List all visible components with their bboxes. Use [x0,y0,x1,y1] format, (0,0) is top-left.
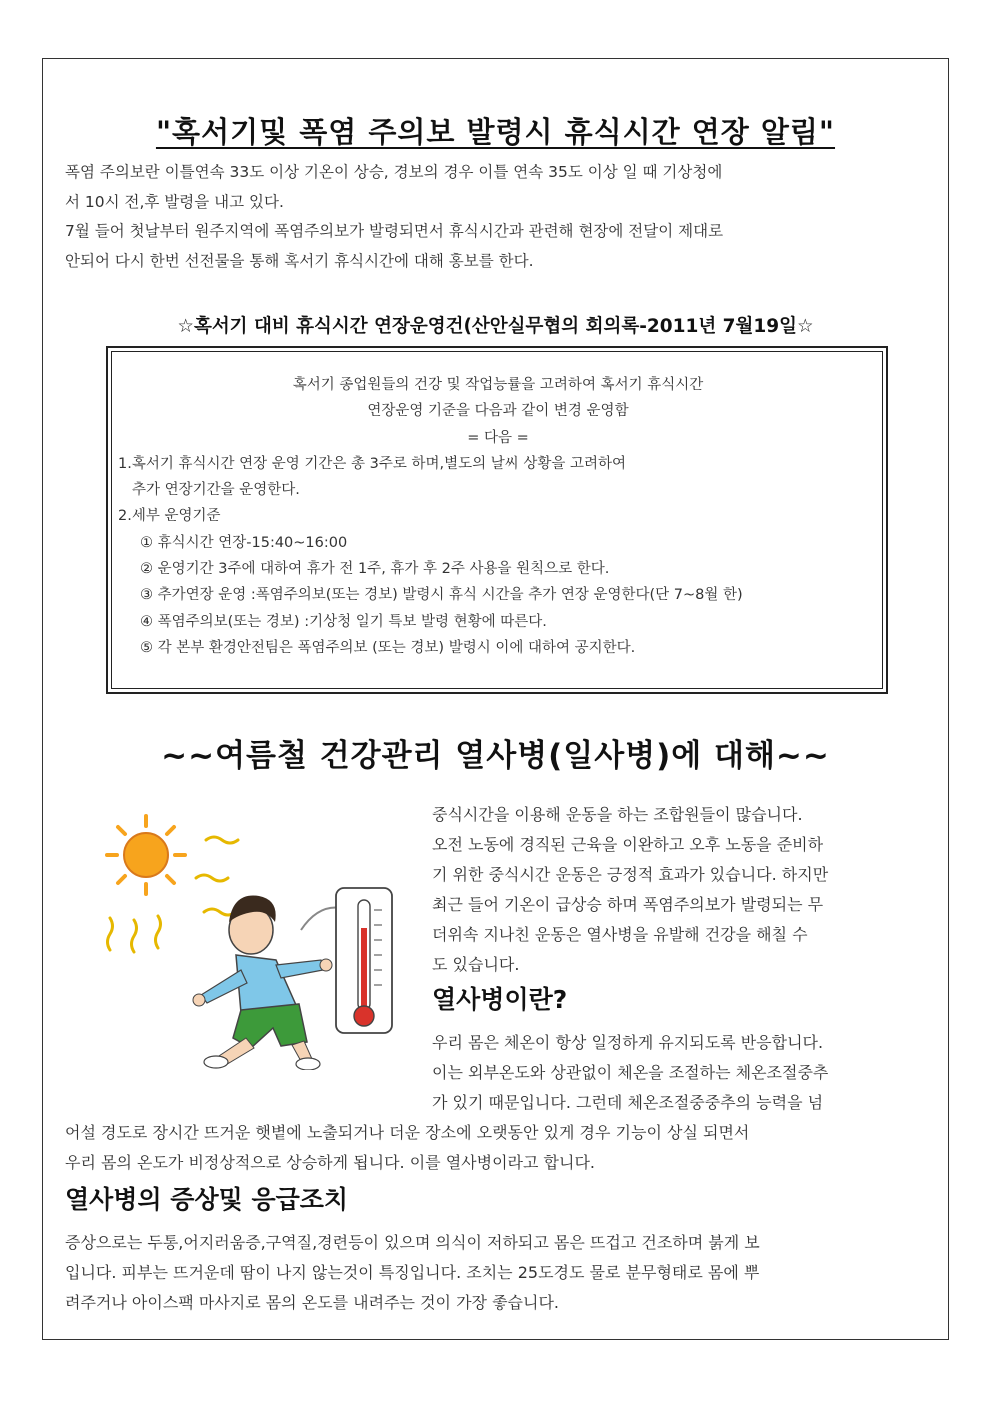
box-subitem: ① 휴식시간 연장-15:40~16:00 [140,534,348,551]
intro-line: 서 10시 전,후 발령을 내고 있다. [65,192,284,211]
thermometer-icon [336,888,392,1033]
what-is-heatstroke-heading: 열사병이란? [432,985,568,1014]
what-is-heatstroke-text [432,1028,925,1118]
health-intro-line: 최근 들어 기온이 급상승 하며 폭염주의보가 발령되는 무 [432,895,824,914]
boy-figure [193,896,332,1070]
policy-box [106,346,888,694]
what-line: 우리 몸은 체온이 항상 일정하게 유지되도록 반응합니다. [432,1033,824,1052]
what-line: 우리 몸의 온도가 비정상적으로 상승하게 됩니다. 이를 열사병이라고 합니다. [65,1153,595,1172]
health-intro-line: 더위속 지나친 운동은 열사병을 유발해 건강을 해칠 수 [432,925,808,944]
heatstroke-illustration [96,800,416,1070]
box-line: = 다음 = [467,429,529,446]
box-subitem: ④ 폭염주의보(또는 경보) :기상청 일기 특보 발령 현황에 따른다. [140,613,547,630]
symptom-line: 입니다. 피부는 뜨거운데 땀이 나지 않는것이 특징입니다. 조치는 25도경도 물로 분무형태로 몸에 뿌 [65,1263,760,1282]
box-line: 혹서기 종업원들의 건강 및 작업능률을 고려하여 혹서기 휴식시간 [292,377,704,393]
intro-line: 안되어 다시 한번 선전물을 통해 혹서기 휴식시간에 대해 홍보를 한다. [65,251,534,270]
notice-intro [65,158,925,276]
box-line: 연장운영 기준을 다음과 같이 변경 운영함 [367,403,629,420]
symptoms-text [65,1228,925,1318]
box-item: 1.혹서기 휴식시간 연장 운영 기간은 총 3주로 하며,별도의 날씨 상황을 고려하여 [118,455,626,472]
box-subitem: ② 운영기간 3주에 대하여 휴가 전 1주, 휴가 후 2주 사용을 원칙으로 한다. [140,561,610,578]
health-intro [432,800,925,980]
what-line: 어설 경도로 장시간 뜨거운 햇볕에 노출되거나 더운 장소에 오랫동안 있게 경우 기능이 상실 되면서 [65,1123,750,1142]
health-intro-line: 오전 노동에 경직된 근육을 이완하고 오후 노동을 준비하 [432,835,824,854]
box-subitem: ⑤ 각 본부 환경안전팀은 폭염주의보 (또는 경보) 발령시 이에 대하여 공지한다. [140,639,636,656]
symptoms-heading: 열사병의 증상및 응급조치 [65,1185,349,1214]
box-subitem: ③ 추가연장 운영 :폭염주의보(또는 경보) 발령시 휴식 시간을 추가 연장 운영한다(단 7~8월 한) [140,587,743,604]
meeting-subhead: ☆혹서기 대비 휴식시간 연장운영건(산안실무협의 회의록-2011년 7월19일☆ [177,316,814,337]
box-item: 추가 연장기간을 운영한다. [132,482,300,499]
what-line: 가 있기 때문입니다. 그런데 체온조절중중추의 능력을 넘 [432,1093,824,1112]
symptom-line: 증상으로는 두통,어지러움증,구역질,경련등이 있으며 의식이 저하되고 몸은 뜨겁고 건조하며 붉게 보 [65,1233,760,1252]
sun-icon [107,816,185,894]
intro-line: 폭염 주의보란 이틀연속 33도 이상 기온이 상승, 경보의 경우 이틀 연속 35도 이상 일 때 기상청에 [65,163,723,181]
health-intro-line: 기 위한 중식시간 운동은 긍정적 효과가 있습니다. 하지만 [432,865,829,884]
what-is-heatstroke-continued [65,1118,925,1178]
health-section-title: ~~여름철 건강관리 열사병(일사병)에 대해~~ [161,738,830,774]
what-line: 이는 외부온도와 상관없이 체온을 조절하는 체온조절중추 [432,1063,829,1082]
health-intro-line: 도 있습니다. [432,955,520,974]
symptom-line: 려주거나 아이스팩 마사지로 몸의 온도를 내려주는 것이 가장 좋습니다. [65,1293,559,1312]
health-intro-line: 중식시간을 이용해 운동을 하는 조합원들이 많습니다. [432,805,803,824]
policy-box-content [118,372,878,661]
notice-title: "혹서기및 폭염 주의보 발령시 휴식시간 연장 알림" [155,115,836,149]
box-item: 2.세부 운영기준 [118,508,221,525]
intro-line: 7월 들어 첫날부터 원주지역에 폭염주의보가 발령되면서 휴식시간과 관련해 현장에 전달이 제대로 [65,222,724,240]
